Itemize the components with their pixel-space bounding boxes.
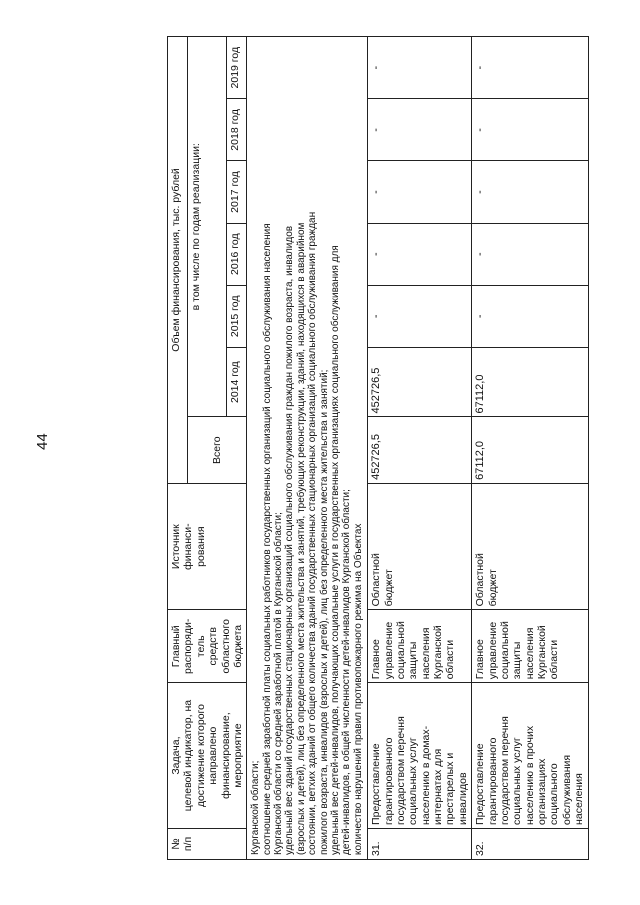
manager-line: Курганской (432, 625, 445, 680)
indicator-line: состоянии, ветхих зданий от общего количества зданий государственных стационарных организаций социального обслуживания граждан (307, 211, 319, 855)
header-year-2016: 2016 год (227, 223, 247, 285)
header-year-2017: 2017 год (227, 161, 247, 223)
indicators-row (247, 37, 368, 860)
manager-line: управление (382, 621, 395, 680)
source-line: Областной (474, 553, 487, 607)
header-by-years: в том числе по годам реализации: (188, 37, 227, 418)
indicators-text (247, 37, 368, 860)
header-manager-line: распоряди- (182, 618, 195, 674)
rotated-table-wrapper (167, 36, 637, 860)
row-2014: 452726,5 (368, 347, 472, 417)
task-line: социальных услуг (511, 737, 524, 825)
header-source-line: финанси- (182, 523, 195, 570)
indicator-line: пожилого возраста, инвалидов (взрослых и детей), лиц без определенного места жительства и занятий; (318, 369, 330, 855)
row-number: 31. (368, 828, 472, 859)
manager-line: Курганской (536, 625, 549, 680)
page-number-text: 44 (34, 433, 51, 450)
row-2019: - (472, 37, 588, 99)
row-2018: - (472, 99, 588, 161)
source-line: бюджет (382, 569, 395, 607)
header-task (168, 683, 247, 829)
indicator-line: количество нарушений правил противопожарного режима на Объектах (352, 523, 364, 855)
task-line: Предоставление (474, 743, 487, 825)
manager-line: области (444, 639, 457, 680)
header-year-2014: 2014 год (227, 347, 247, 417)
indicator-line: соотношение средней заработной платы социальных работников государственных организаций социального обслуживания населения (261, 223, 273, 855)
row-2018: - (368, 99, 472, 161)
row-manager (368, 610, 472, 683)
task-line: гарантированного (486, 737, 499, 825)
task-line: престарелых и (444, 752, 457, 825)
header-source-line: рования (194, 526, 207, 567)
row-2017: - (368, 161, 472, 223)
manager-line: Главное (474, 639, 487, 680)
header-task-line: Задача, (170, 736, 182, 775)
header-year-2018: 2018 год (227, 99, 247, 161)
manager-line: управление (486, 621, 499, 680)
manager-line: защиты (407, 641, 420, 680)
task-line: населению в прочих (523, 725, 536, 825)
header-manager-line: тель (194, 635, 207, 658)
indicator-line: удельный вес детей-инвалидов, получающих социальные услуги в государственных организациях социального обслуживания для (329, 245, 341, 855)
header-no-line: п/п (182, 836, 195, 852)
header-manager-line: Главный (170, 625, 182, 668)
row-2019: - (368, 37, 472, 99)
manager-line: области (548, 639, 561, 680)
table-row (368, 37, 472, 860)
row-total: 452726,5 (368, 417, 472, 483)
row-2016: - (472, 223, 588, 285)
task-line: интернатах для (432, 748, 445, 825)
header-manager-line: областного (219, 619, 232, 674)
header-source-line: Источник (170, 524, 182, 570)
indicator-line: детей-инвалидов, в общей численности детей-инвалидов Курганской области; (341, 489, 353, 855)
manager-line: социальной (498, 621, 511, 680)
header-no (168, 828, 247, 859)
header-manager-line: бюджета (231, 624, 244, 668)
task-line: гарантированного (382, 737, 395, 825)
task-line: населению в домах- (419, 725, 432, 825)
task-line: социальных услуг (407, 737, 420, 825)
header-year-2015: 2015 год (227, 285, 247, 347)
manager-line: Главное (370, 639, 383, 680)
task-line: обслуживания (560, 754, 573, 825)
header-task-line: финансирование, (219, 712, 232, 799)
funding-table (167, 36, 589, 860)
task-line: Предоставление (370, 743, 383, 825)
row-2016: - (368, 223, 472, 285)
row-2014: 67112,0 (472, 347, 588, 417)
indicator-line: Курганской области со средней заработной платой в Курганской области; (273, 512, 285, 855)
header-no-line: № (170, 838, 182, 850)
manager-line: населения (523, 627, 536, 680)
task-line: организациях (536, 758, 549, 825)
row-task (472, 683, 588, 829)
header-funding-title: Объем финансирования, тыс. рублей (168, 37, 188, 484)
header-task-line: достижение которого (194, 704, 207, 808)
indicator-line: (взрослых и детей), лиц без определенного места жительства и занятий, требующих реконструкции, зданий, находящихся в аварийном (295, 222, 307, 855)
header-year-2019: 2019 год (227, 37, 247, 99)
table-row (472, 37, 588, 860)
task-line: инвалидов (456, 772, 469, 825)
header-task-line: направлено (207, 726, 220, 785)
header-source (168, 483, 247, 609)
row-total: 67112,0 (472, 417, 588, 483)
task-line: государством перечня (498, 716, 511, 825)
manager-line: защиты (511, 641, 524, 680)
row-source (472, 483, 588, 609)
header-manager (168, 610, 247, 683)
header-task-line: целевой индикатор, на (182, 699, 195, 812)
header-total: Всего (188, 417, 247, 483)
row-2015: - (368, 285, 472, 347)
manager-line: социальной (394, 621, 407, 680)
task-line: населения (573, 773, 586, 825)
header-row-1 (168, 37, 188, 860)
header-task-line: мероприятие (231, 723, 244, 788)
row-task (368, 683, 472, 829)
row-2015: - (472, 285, 588, 347)
manager-line: населения (419, 627, 432, 680)
indicator-line: Курганской области; (250, 760, 262, 855)
task-line: социального (548, 763, 561, 825)
row-2017: - (472, 161, 588, 223)
source-line: бюджет (486, 569, 499, 607)
row-source (368, 483, 472, 609)
row-manager (472, 610, 588, 683)
page-number (34, 433, 51, 450)
header-manager-line: средств (207, 627, 220, 666)
task-line: государством перечня (394, 716, 407, 825)
row-number: 32. (472, 828, 588, 859)
indicator-line: удельный вес зданий государственных стационарных организаций социального обслуживания граждан пожилого возраста, инвалидов (284, 225, 296, 855)
source-line: Областной (370, 553, 383, 607)
